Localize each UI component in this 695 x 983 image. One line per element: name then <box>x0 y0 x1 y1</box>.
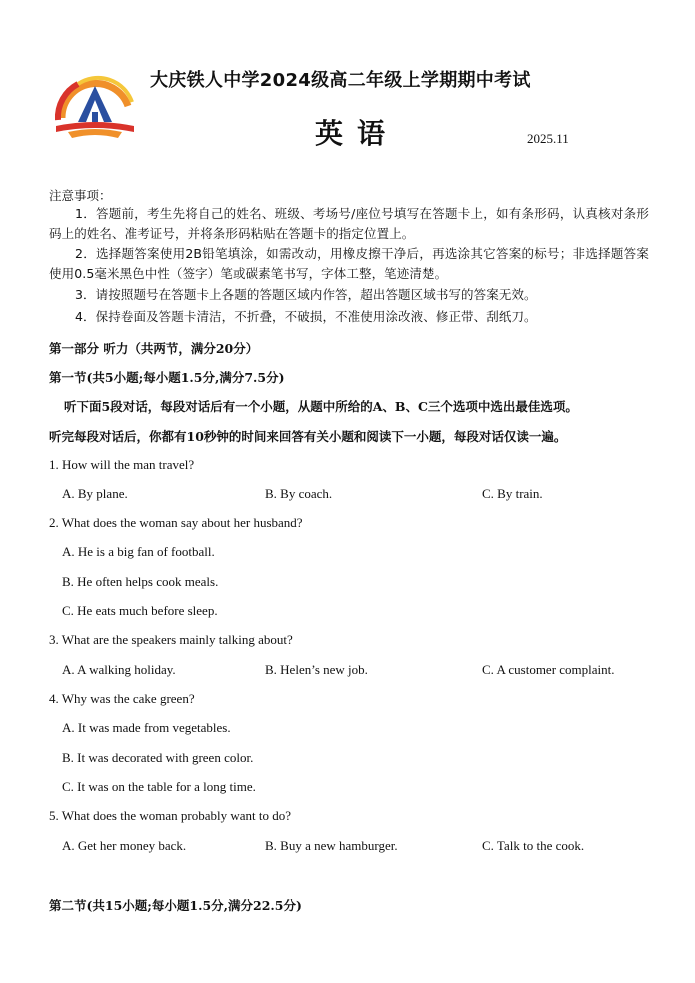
section1-instruction-2: 听完每段对话后，你都有10秒钟的时间来回答有关小题和阅读下一小题，每段对话仅读一遍。 <box>49 429 567 444</box>
question-1: 1. How will the man travel? <box>49 457 195 472</box>
question-3: 3. What are the speakers mainly talking about? <box>49 632 293 647</box>
q3-option-a: A. A walking holiday. <box>62 662 176 677</box>
q4-option-a: A. It was made from vegetables. <box>62 720 231 735</box>
school-logo <box>48 66 142 144</box>
section1-title: 第一节(共5小题;每小题1.5分,满分7.5分) <box>49 370 285 385</box>
q4-option-b: B. It was decorated with green color. <box>62 750 254 765</box>
subject-title: 英语 <box>315 117 400 150</box>
q3-option-b: B. Helen’s new job. <box>265 662 368 677</box>
q5-option-a: A. Get her money back. <box>62 838 187 853</box>
q1-option-b: B. By coach. <box>265 486 333 501</box>
q2-option-a: A. He is a big fan of football. <box>62 544 215 559</box>
section2-title: 第二节(共15小题;每小题1.5分,满分22.5分) <box>49 898 302 913</box>
q5-option-c: C. Talk to the cook. <box>482 838 585 853</box>
q2-option-c: C. He eats much before sleep. <box>62 603 218 618</box>
q3-option-c: C. A customer complaint. <box>482 662 615 677</box>
q4-option-c: C. It was on the table for a long time. <box>62 779 256 794</box>
notice-heading: 注意事项： <box>49 188 112 203</box>
question-5: 5. What does the woman probably want to do? <box>49 808 292 823</box>
section1-instruction-1: 听下面5段对话，每段对话后有一个小题，从题中所给的A、B、C三个选项中选出最佳选项。 <box>64 399 578 414</box>
school-exam-title: 大庆铁人中学2024级高二年级上学期期中考试 <box>150 70 531 91</box>
part1-title: 第一部分 听力（共两节，满分20分） <box>49 341 259 356</box>
exam-date: 2025.11 <box>527 131 569 146</box>
notice-item-1: 1．答题前，考生先将自己的姓名、班级、考场号/座位号填写在答题卡上，如有条形码，认真核对条形码上的姓名、准考证号，并将条形码粘贴在答题卡的指定位置上。 <box>49 206 649 241</box>
notice-item-4: 4．保持卷面及答题卡清洁，不折叠，不破损，不准使用涂改液、修正带、刮纸刀。 <box>75 309 537 324</box>
q5-option-b: B. Buy a new hamburger. <box>265 838 398 853</box>
q1-option-c: C. By train. <box>482 486 543 501</box>
notice-item-2: 2．选择题答案使用2B铅笔填涂，如需改动，用橡皮擦干净后，再选涂其它答案的标号；非选择题答案使用0.5毫米黑色中性（签字）笔或碳素笔书写，字体工整，笔迹清楚。 <box>49 246 649 281</box>
q1-option-a: A. By plane. <box>62 486 128 501</box>
question-4: 4. Why was the cake green? <box>49 691 195 706</box>
notice-item-3: 3．请按照题号在答题卡上各题的答题区域内作答，超出答题区域书写的答案无效。 <box>75 287 537 302</box>
question-2: 2. What does the woman say about her husband? <box>49 515 303 530</box>
q2-option-b: B. He often helps cook meals. <box>62 574 219 589</box>
